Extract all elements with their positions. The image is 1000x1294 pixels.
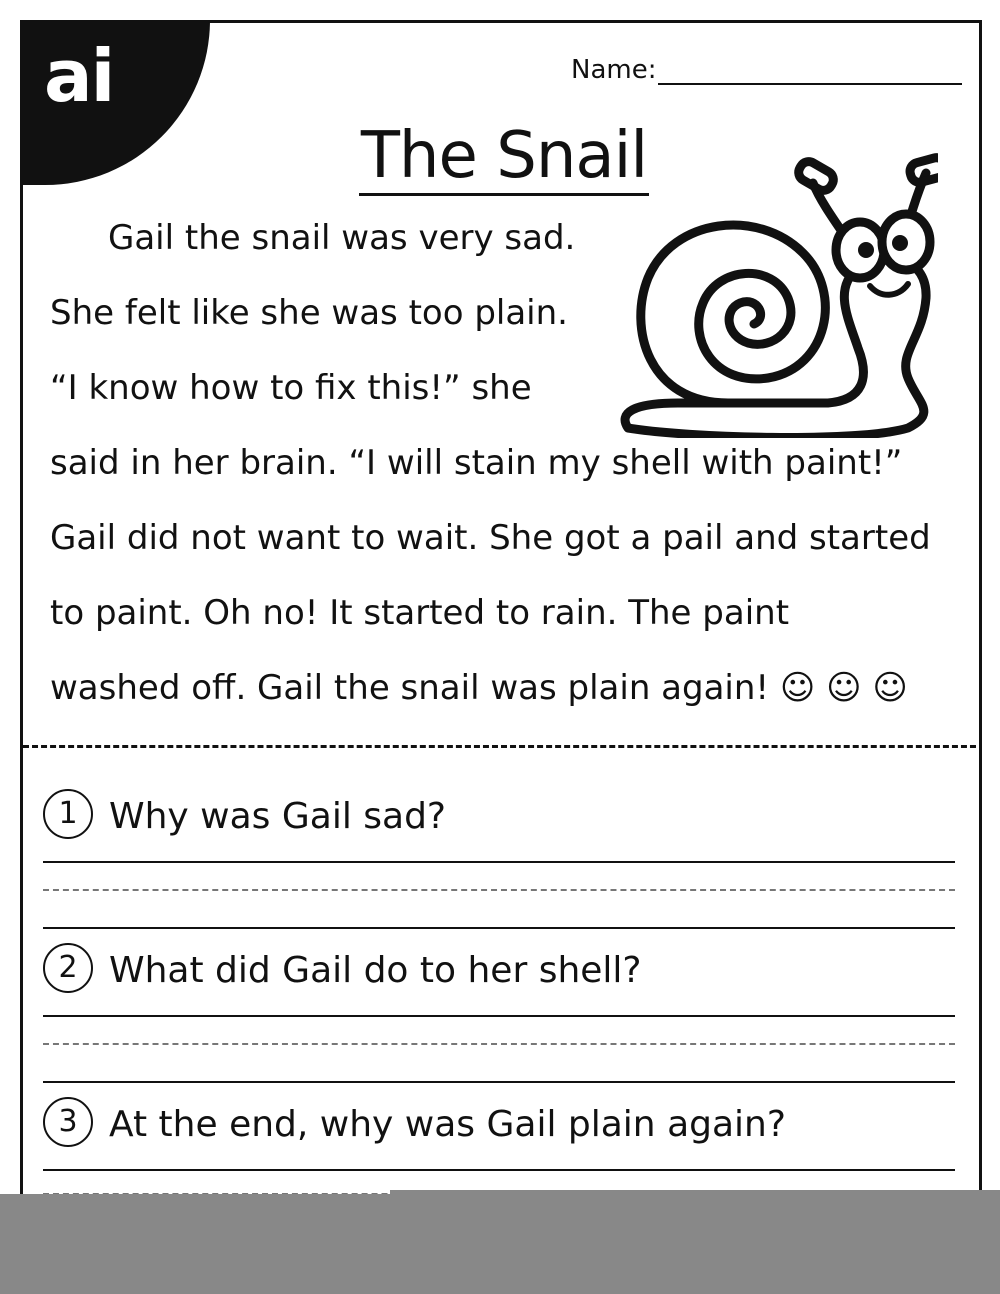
phonics-badge-text: ai	[44, 34, 114, 118]
question-number: 1	[43, 789, 93, 839]
answer-guide-line	[43, 1043, 955, 1045]
answer-line[interactable]	[43, 861, 955, 863]
question-3	[43, 1101, 786, 1151]
name-field[interactable]	[571, 55, 962, 85]
footer-bar	[0, 1194, 1000, 1294]
answer-guide-line	[43, 889, 955, 891]
story-line: Gail did not want to wait. She got a pail and started	[50, 518, 931, 558]
answer-line[interactable]	[43, 1015, 955, 1017]
question-number: 2	[43, 943, 93, 993]
snail-icon	[608, 138, 938, 438]
question-text: Why was Gail sad?	[109, 796, 447, 837]
story-line: washed off. Gail the snail was plain again! ☺ ☺ ☺	[50, 668, 908, 708]
page-title-text: The Snail	[359, 119, 649, 196]
question-number: 3	[43, 1097, 93, 1147]
question-1	[43, 793, 446, 843]
question-text: At the end, why was Gail plain again?	[109, 1104, 786, 1145]
name-label: Name:	[571, 55, 657, 85]
answer-line[interactable]	[43, 1081, 955, 1083]
question-2	[43, 947, 642, 997]
story-line: to paint. Oh no! It started to rain. The paint	[50, 593, 790, 633]
story-line: said in her brain. “I will stain my shell with paint!”	[50, 443, 903, 483]
worksheet	[20, 20, 982, 1194]
section-divider	[23, 745, 982, 748]
story-line: Gail the snail was very sad.	[108, 218, 576, 258]
answer-line[interactable]	[43, 1169, 955, 1171]
question-text: What did Gail do to her shell?	[109, 950, 642, 991]
answer-line[interactable]	[43, 927, 955, 929]
name-write-line[interactable]	[658, 55, 962, 85]
story-line: “I know how to fix this!” she	[50, 368, 532, 408]
story-line: She felt like she was too plain.	[50, 293, 568, 333]
